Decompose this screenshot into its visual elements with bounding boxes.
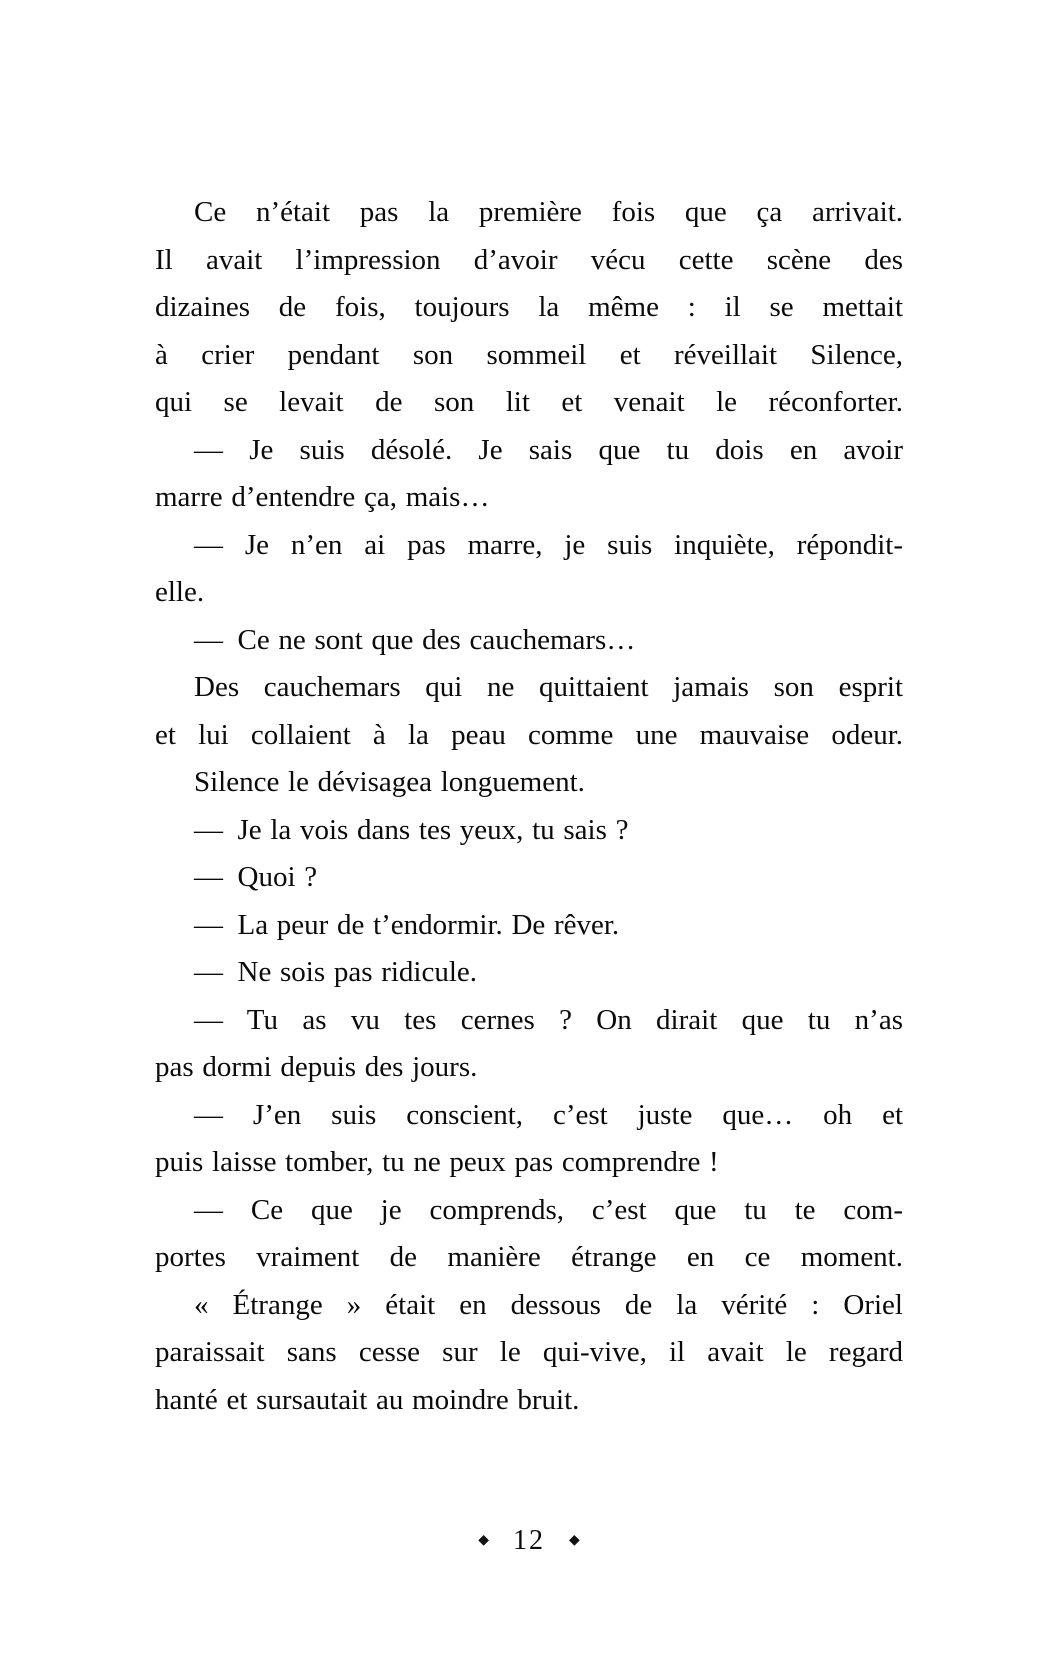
text-line: — Ne sois pas ridicule. xyxy=(194,956,478,988)
text-line: hanté et sursautait au moindre bruit. xyxy=(155,1383,580,1416)
text-line: à crier pendant son sommeil et réveillait Silence, xyxy=(155,338,903,371)
text-line: puis laisse tomber, tu ne peux pas comprendre ! xyxy=(155,1146,719,1178)
text-line: — Ce que je comprends, c’est que tu te com- xyxy=(194,1193,903,1226)
text-line: — Je la vois dans tes yeux, tu sais ? xyxy=(194,813,629,846)
diamond-icon: ◆ xyxy=(569,1533,580,1548)
text-line: et lui collaient à la peau comme une mauvaise odeur. xyxy=(155,718,903,751)
text-line: portes vraiment de manière étrange en ce moment. xyxy=(155,1241,903,1273)
text-line: Des cauchemars qui ne quittaient jamais son esprit xyxy=(194,671,903,703)
text-line: elle. xyxy=(155,576,205,608)
text-line: marre d’entendre ça, mais… xyxy=(155,481,490,513)
text-line: — Ce ne sont que des cauchemars… xyxy=(194,623,636,656)
text-line: — Je n’en ai pas marre, je suis inquiète, répondit- xyxy=(194,528,903,561)
diamond-icon: ◆ xyxy=(478,1533,489,1548)
text-line: Ce n’était pas la première fois que ça arrivait. xyxy=(194,196,903,228)
text-line: — Quoi ? xyxy=(194,861,318,893)
text-line: — Je suis désolé. Je sais que tu dois en avoir xyxy=(194,433,903,466)
text-line: Silence le dévisagea longuement. xyxy=(194,766,585,798)
page-number: 12 xyxy=(513,1525,545,1556)
text-block xyxy=(155,189,903,1424)
text-line: qui se levait de son lit et venait le réconforter. xyxy=(155,386,903,418)
page-footer xyxy=(155,1527,903,1555)
text-line: — Tu as vu tes cernes ? On dirait que tu n’as xyxy=(194,1003,903,1036)
text-line: — La peur de t’endormir. De rêver. xyxy=(194,908,620,941)
text-line: « Étrange » était en dessous de la vérité : Oriel xyxy=(194,1288,903,1321)
text-line: Il avait l’impression d’avoir vécu cette scène des xyxy=(155,243,903,276)
text-line: dizaines de fois, toujours la même : il se mettait xyxy=(155,291,903,323)
text-line: — J’en suis conscient, c’est juste que… oh et xyxy=(194,1098,903,1131)
text-line: paraissait sans cesse sur le qui-vive, il avait le regard xyxy=(155,1336,903,1368)
text-line: pas dormi depuis des jours. xyxy=(155,1051,478,1083)
